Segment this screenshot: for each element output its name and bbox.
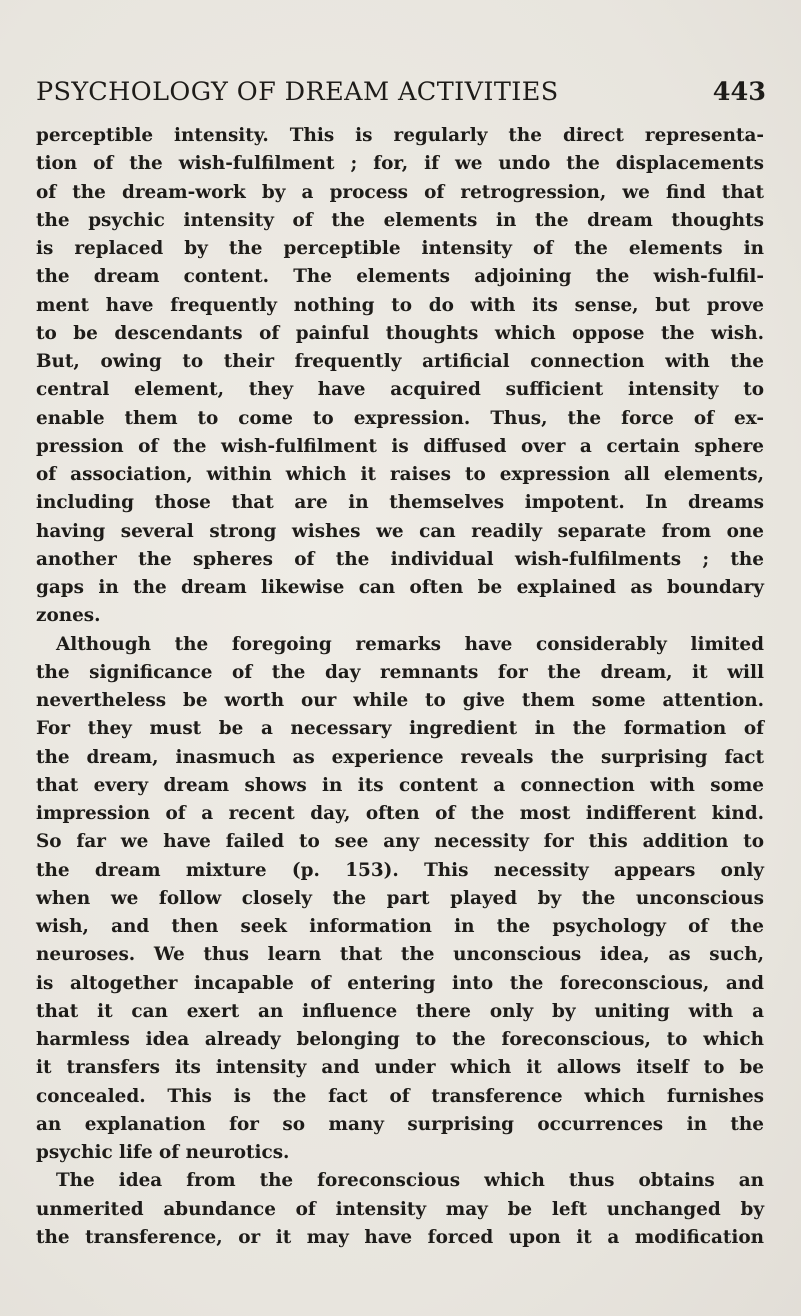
- text-line: including those that are in themselves impotent. In dreams: [36, 492, 764, 514]
- text-line: the transference, or it may have forced upon it a modification: [36, 1226, 764, 1248]
- text-line: the dream mixture (p. 153). This necessity appears only: [36, 859, 764, 881]
- text-line: impression of a recent day, often of the most indifferent kind.: [36, 803, 764, 824]
- text-line: unmerited abundance of intensity may be left unchanged by: [36, 1198, 764, 1220]
- text-line: ment have frequently nothing to do with its sense, but prove: [36, 294, 764, 316]
- text-line: the psychic intensity of the elements in the dream thoughts: [36, 209, 764, 231]
- text-line: enable them to come to expression. Thus, the force of ex-: [36, 407, 764, 429]
- text-line: another the spheres of the individual wish-fulfilments ; the: [36, 548, 764, 570]
- text-line: So far we have failed to see any necessity for this addition to: [36, 831, 764, 853]
- text-line: having several strong wishes we can readily separate from one: [36, 520, 764, 542]
- text-line: that it can exert an influence there only by uniting with a: [36, 1000, 764, 1022]
- text-line: an explanation for so many surprising occurrences in the: [36, 1113, 764, 1135]
- text-line: that every dream shows in its content a connection with some: [36, 774, 764, 796]
- text-line: pression of the wish-fulfilment is diffused over a certain sphere: [36, 435, 764, 457]
- text-line: neuroses. We thus learn that the unconscious idea, as such,: [36, 944, 764, 966]
- text-line: central element, they have acquired sufficient intensity to: [36, 379, 764, 401]
- paragraph-start-line: Although the foregoing remarks have considerably limited: [56, 633, 764, 655]
- text-line: is replaced by the perceptible intensity of the elements in: [36, 238, 764, 259]
- page-number: 443: [712, 77, 766, 107]
- text-line: perceptible intensity. This is regularly the direct representa-: [36, 125, 764, 146]
- text-line: gaps in the dream likewise can often be explained as boundary: [36, 577, 764, 598]
- text-line: is altogether incapable of entering into the foreconscious, and: [36, 972, 764, 994]
- text-line: to be descendants of painful thoughts which oppose the wish.: [36, 322, 764, 344]
- text-line: of the dream-work by a process of retrogression, we find that: [36, 181, 764, 203]
- text-line: tion of the wish-fulfilment ; for, if we undo the displacements: [36, 153, 764, 175]
- body-text: [36, 122, 764, 1252]
- paragraph-start-line: The idea from the foreconscious which thus obtains an: [56, 1170, 764, 1192]
- text-line: it transfers its intensity and under which it allows itself to be: [36, 1057, 764, 1079]
- running-head: PSYCHOLOGY OF DREAM ACTIVITIES: [36, 77, 559, 107]
- text-line: of association, within which it raises to expression all elements,: [36, 464, 764, 485]
- text-line: the dream content. The elements adjoining the wish-fulfil-: [36, 266, 764, 288]
- page-header: [36, 76, 766, 116]
- text-line: zones.: [36, 605, 101, 627]
- text-line: For they must be a necessary ingredient in the formation of: [36, 718, 764, 740]
- text-line: concealed. This is the fact of transference which furnishes: [36, 1085, 764, 1107]
- text-line: But, owing to their frequently artificial connection with the: [36, 351, 764, 372]
- text-line: the dream, inasmuch as experience reveals the surprising fact: [36, 746, 764, 768]
- text-line: nevertheless be worth our while to give them some attention.: [36, 690, 764, 711]
- text-line: psychic life of neurotics.: [36, 1142, 290, 1163]
- text-line: the significance of the day remnants for the dream, it will: [36, 661, 764, 683]
- text-line: wish, and then seek information in the psychology of the: [36, 916, 764, 937]
- text-line: harmless idea already belonging to the foreconscious, to which: [36, 1029, 764, 1050]
- text-line: when we follow closely the part played by the unconscious: [36, 887, 764, 909]
